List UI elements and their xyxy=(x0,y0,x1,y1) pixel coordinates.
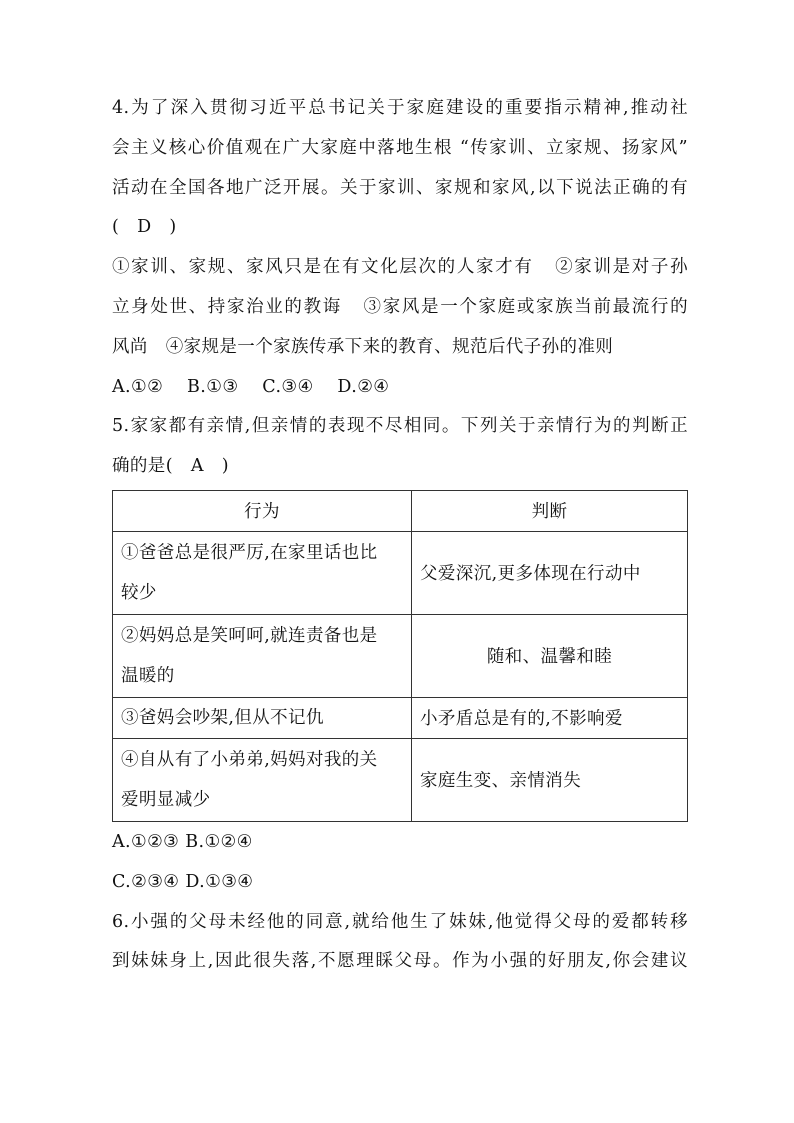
document-page xyxy=(112,98,688,991)
table-header-row xyxy=(113,490,688,531)
question-4-answer: ( D ) xyxy=(112,217,177,238)
behavior-text-line: ④自从有了小弟弟,妈妈对我的关 xyxy=(121,749,378,770)
question-6-stem-line-1: 6.小强的父母未经他的同意,就给他生了妹妹,他觉得父母的爱都转移 xyxy=(112,911,688,932)
behavior-text-line: ①爸爸总是很严厉,在家里话也比 xyxy=(121,542,378,563)
table-cell-judgment: 小矛盾总是有的,不影响爱 xyxy=(412,697,688,738)
question-4-stem-line-3: 活动在全国各地广泛开展。关于家训、家规和家风,以下说法正确的有 xyxy=(112,177,688,198)
question-6-stem-line-2: 到妹妹身上,因此很失落,不愿理睬父母。作为小强的好朋友,你会建议 xyxy=(112,951,688,972)
behavior-text-line: ②妈妈总是笑呵呵,就连责备也是 xyxy=(121,625,378,646)
behavior-judgment-table xyxy=(112,490,688,822)
table-cell-judgment: 父爱深沉,更多体现在行动中 xyxy=(412,531,688,614)
question-5-stem-line-2: 确的是( A ) xyxy=(112,456,229,477)
behavior-text-line: 爱明显减少 xyxy=(121,789,211,810)
question-5-options-line-2: C.②③④ D.①③④ xyxy=(112,871,254,892)
question-4-statement-line-2: 立身处世、持家治业的教诲 ③家风是一个家庭或家族当前最流行的 xyxy=(112,296,688,317)
behavior-text-line: 较少 xyxy=(121,582,157,603)
question-4-stem-line-2: 会主义核心价值观在广大家庭中落地生根 “传家训、立家规、扬家风” xyxy=(112,137,688,158)
table-cell-judgment: 家庭生变、亲情消失 xyxy=(412,738,688,821)
question-4-statement-line-1: ①家训、家规、家风只是在有文化层次的人家才有 ②家训是对子孙 xyxy=(112,257,688,278)
table-row xyxy=(113,738,688,821)
table-cell-behavior xyxy=(113,614,412,697)
table-cell-behavior: ③爸妈会吵架,但从不记仇 xyxy=(113,697,412,738)
question-4 xyxy=(112,98,688,397)
question-4-stem-line-1: 4.为了深入贯彻习近平总书记关于家庭建设的重要指示精神,推动社 xyxy=(112,98,688,118)
question-4-options: A.①② B.①③ C.③④ D.②④ xyxy=(112,376,390,397)
question-6 xyxy=(112,912,688,972)
behavior-text-line: 温暖的 xyxy=(121,665,175,686)
table-header-behavior: 行为 xyxy=(113,490,412,531)
table-row xyxy=(113,531,688,614)
table-row xyxy=(113,697,688,738)
table-row xyxy=(113,614,688,697)
table-cell-behavior xyxy=(113,531,412,614)
table-header-judgment: 判断 xyxy=(412,490,688,531)
question-4-statement-line-3: 风尚 ④家规是一个家族传承下来的教育、规范后代子孙的准则 xyxy=(112,336,614,357)
question-5 xyxy=(112,416,688,891)
question-5-options-line-1: A.①②③ B.①②④ xyxy=(112,831,253,852)
table-cell-behavior xyxy=(113,738,412,821)
table-cell-judgment: 随和、温馨和睦 xyxy=(412,614,688,697)
question-5-stem-line-1: 5.家家都有亲情,但亲情的表现不尽相同。下列关于亲情行为的判断正 xyxy=(112,416,688,437)
